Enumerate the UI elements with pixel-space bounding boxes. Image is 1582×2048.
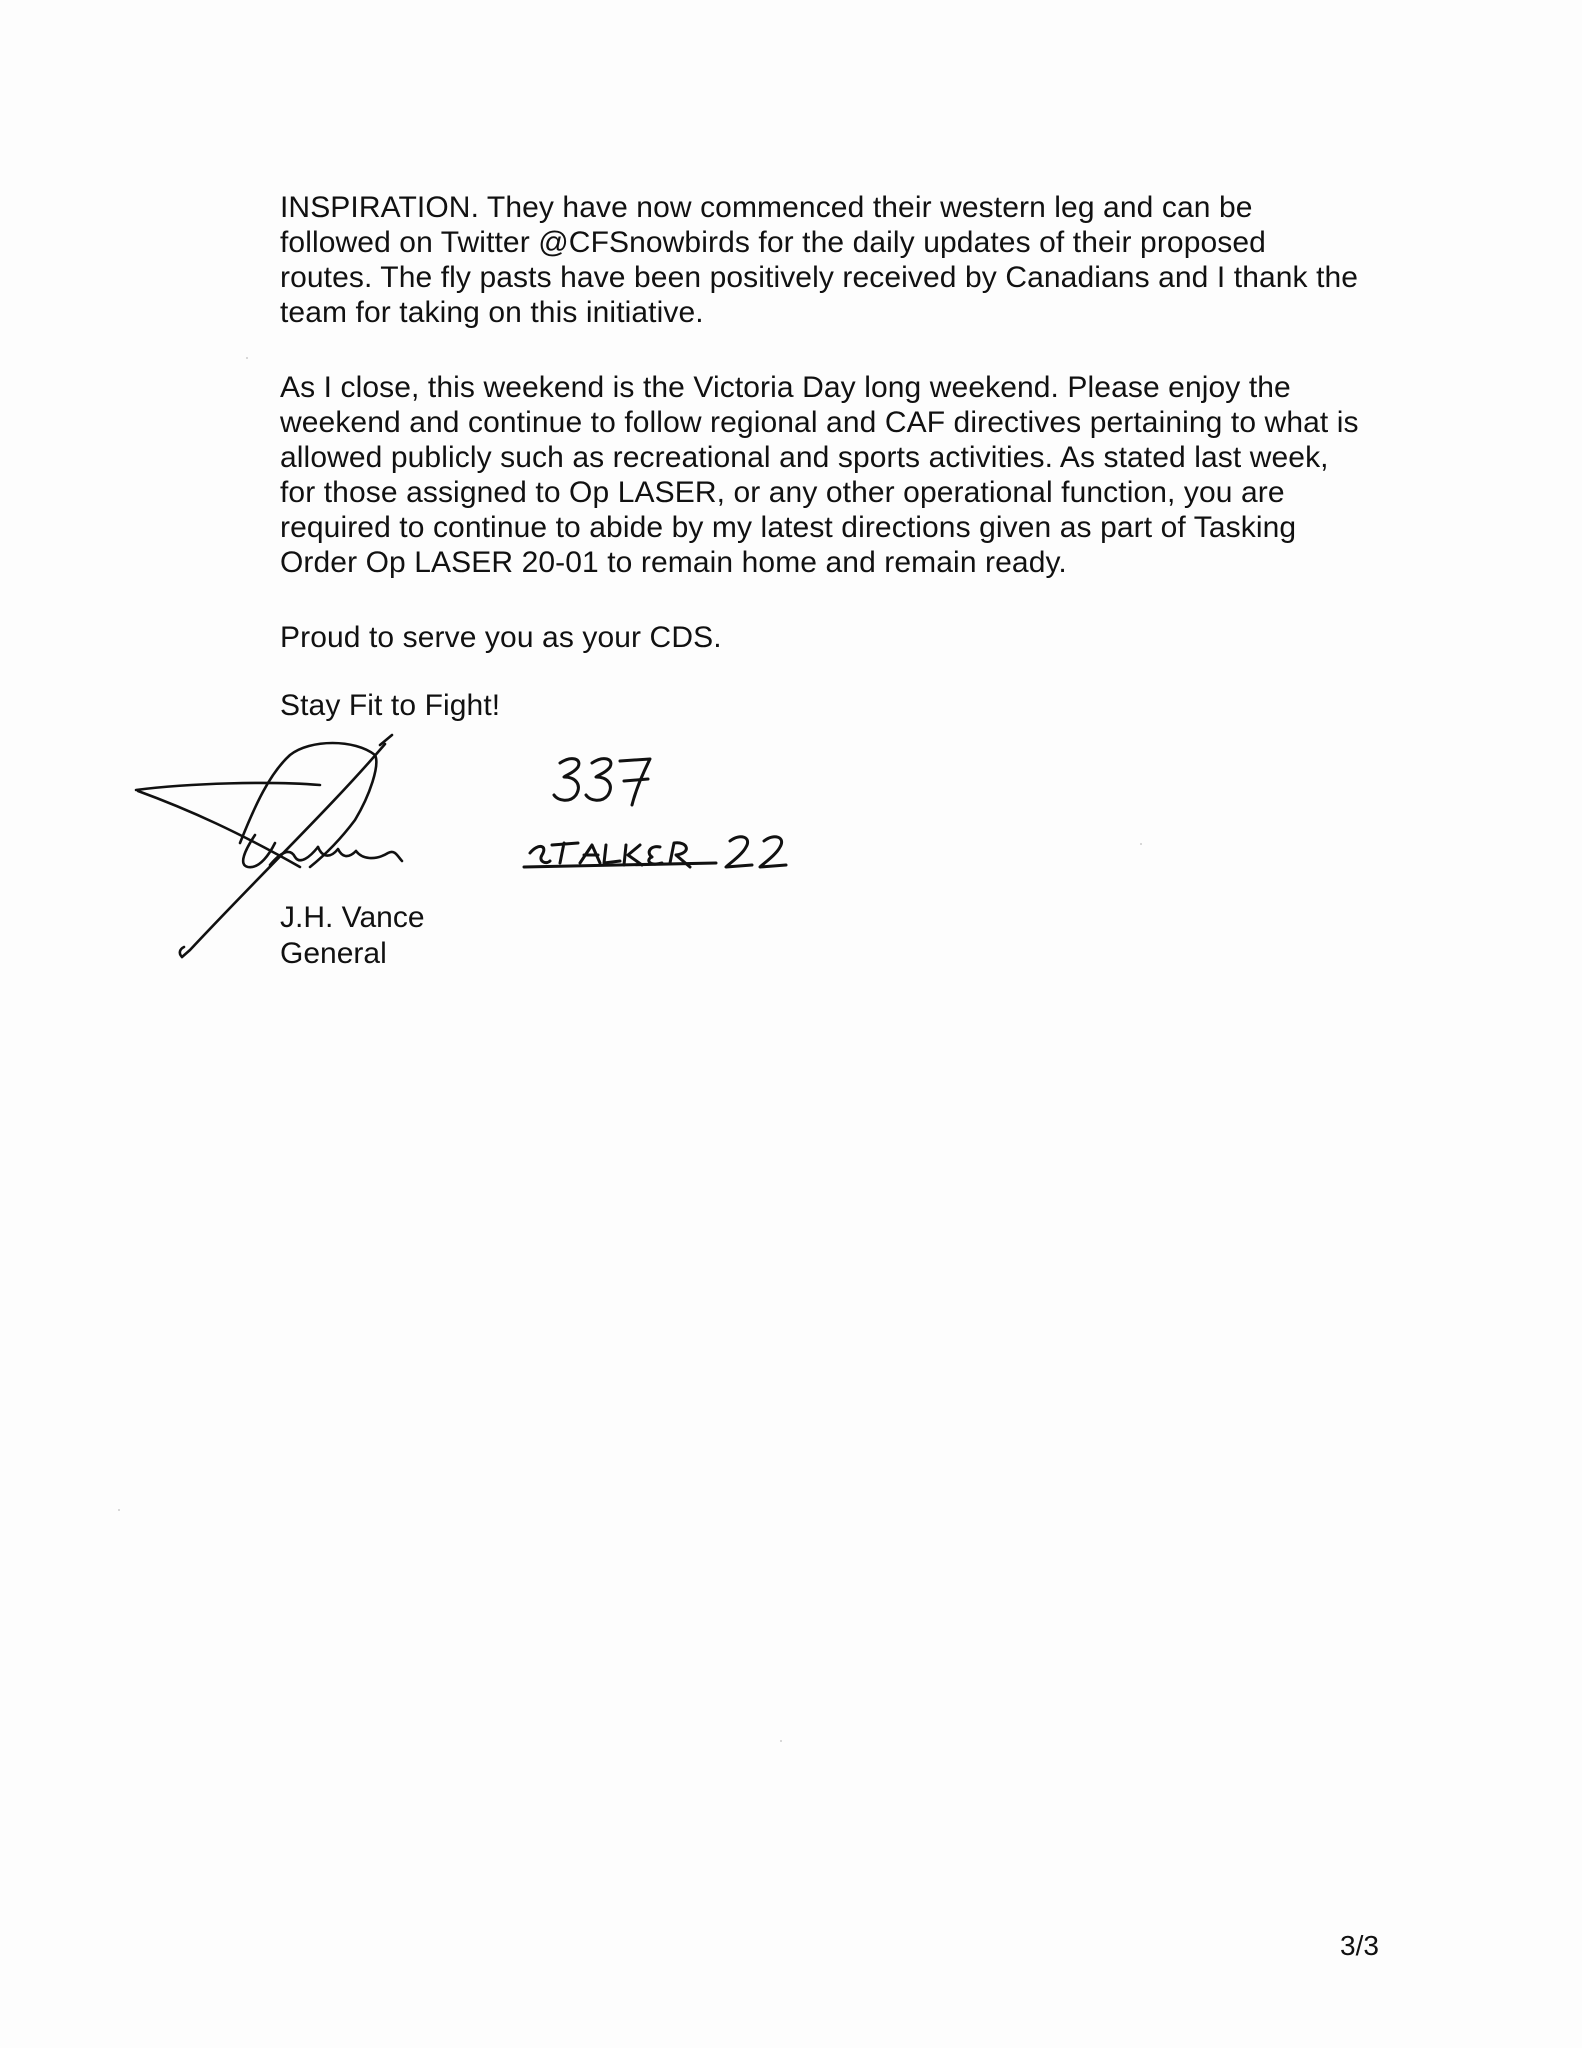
text-line: weekend and continue to follow regional and CAF directives pertaining to what is bbox=[280, 406, 1359, 439]
scan-speck bbox=[118, 1509, 120, 1511]
text-line: allowed publicly such as recreational and sports activities. As stated last week, bbox=[280, 441, 1329, 474]
text-line: INSPIRATION. They have now commenced their western leg and can be bbox=[280, 191, 1253, 224]
text-line: Proud to serve you as your CDS. bbox=[280, 621, 722, 654]
scan-speck bbox=[246, 357, 248, 359]
closing-paragraph bbox=[280, 370, 1400, 580]
text-line: Order Op LASER 20-01 to remain home and remain ready. bbox=[280, 546, 1067, 579]
twitter-paragraph bbox=[280, 190, 1400, 330]
text-line: As I close, this weekend is the Victoria Day long weekend. Please enjoy the bbox=[280, 371, 1291, 404]
text-line: required to continue to abide by my latest directions given as part of Tasking bbox=[280, 511, 1297, 544]
text-line: team for taking on this initiative. bbox=[280, 296, 704, 329]
fit-paragraph bbox=[280, 688, 1400, 723]
scan-speck bbox=[1140, 843, 1142, 845]
text-line: Stay Fit to Fight! bbox=[280, 689, 501, 722]
text-line: followed on Twitter @CFSnowbirds for the daily updates of their proposed bbox=[280, 226, 1266, 259]
signatory-name: J.H. Vance bbox=[280, 901, 425, 934]
scan-speck bbox=[780, 1740, 782, 1742]
text-line: for those assigned to Op LASER, or any other operational function, you are bbox=[280, 476, 1285, 509]
handwritten-note bbox=[520, 745, 820, 890]
signature-block bbox=[280, 900, 425, 972]
proud-paragraph bbox=[280, 620, 1400, 655]
text-line: routes. The fly pasts have been positively received by Canadians and I thank the bbox=[280, 261, 1359, 294]
signatory-rank: General bbox=[280, 937, 387, 970]
page-number: 3/3 bbox=[1340, 1930, 1379, 1961]
